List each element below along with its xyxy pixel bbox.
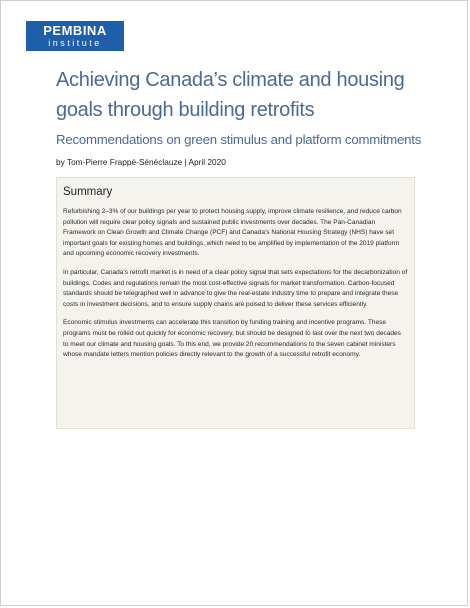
document-subtitle: Recommendations on green stimulus and platform commitments [56, 132, 422, 147]
logo-line2: institute [48, 38, 102, 48]
document-title: Achieving Canada’s climate and housing goals through building retrofits [56, 69, 405, 121]
summary-heading: Summary [63, 186, 113, 198]
logo-line1: PEMBINA [43, 23, 107, 38]
summary-paragraph-1: Refurbishing 2–3% of our buildings per year to protect housing supply, improve climate resilience, and reduce carbon pollution will require clear policy signals and sustained public investments over decades. The Pan-Canadian Framework on Clean Growth and Climate Change (PCF) and Canada’s National Housing Strategy (NHS) have set important goals for existing homes and buildings, which need to be amplified by implementation of the 2019 platform and upcoming economic recovery investments. [63, 208, 402, 258]
byline: by Tom-Pierre Frappé-Sénéclauze | April 2020 [56, 157, 226, 167]
summary-box [56, 177, 415, 429]
summary-paragraph-2: In particular, Canada’s retrofit market is in need of a clear policy signal that sets expectations for the decarbonization of buildings. Codes and regulations remain the most cost-effective signals for market transformation. Carbon-focused standards should be telegraphed well in advance to give the real-estate industry time to prepare and integrate these costs in investment decisions, and to ensure supply chains are poised to deliver these services efficiently. [63, 268, 408, 308]
pembina-logo [26, 21, 124, 51]
summary-paragraph-3: Economic stimulus investments can accelerate this transition by funding training and incentive programs. These programs must be rolled out quickly for economic recovery, but should be designed to last over the next two decades to meet our climate and housing goals. To this end, we provide 20 recommendations to the seven cabinet ministers whose mandate letters mention policies directly relevant to the growth of a successful retrofit economy. [63, 319, 401, 359]
